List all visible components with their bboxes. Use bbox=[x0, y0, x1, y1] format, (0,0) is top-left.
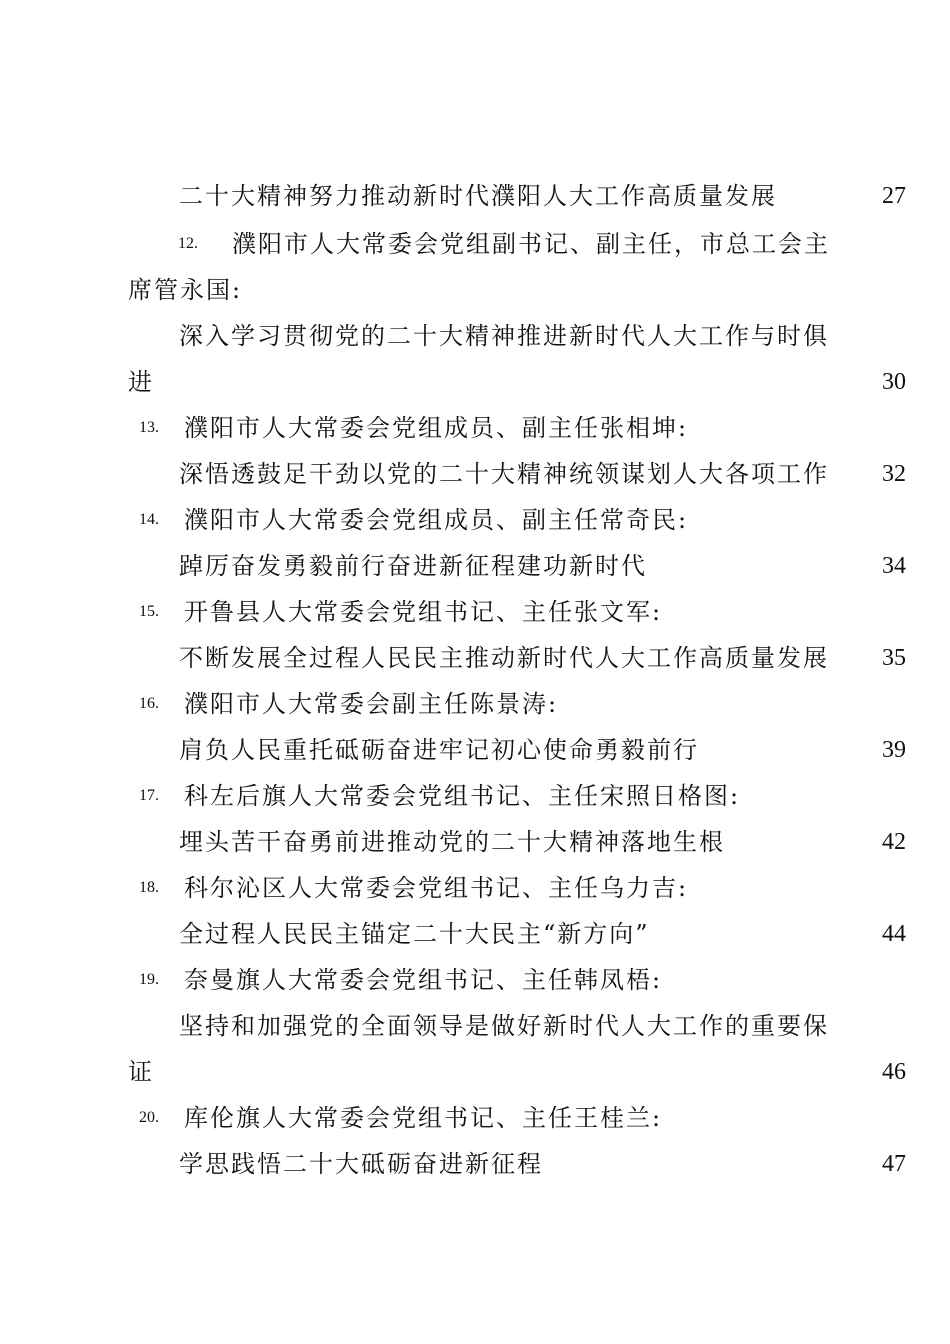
toc-entry-17-title-line[interactable] bbox=[0, 822, 950, 862]
toc-page-number: 46 bbox=[882, 1059, 906, 1085]
toc-title: 深悟透鼓足干劲以党的二十大精神统领谋划人大各项工作 bbox=[179, 460, 829, 488]
toc-speaker-continuation: 席管永国: bbox=[128, 276, 243, 304]
toc-title: 二十大精神努力推动新时代濮阳人大工作高质量发展 bbox=[179, 182, 777, 210]
toc-entry-number: 15. bbox=[139, 603, 159, 620]
toc-entry-14-speaker-line[interactable] bbox=[0, 500, 950, 540]
toc-entry-number: 16. bbox=[139, 695, 159, 712]
toc-entry-12-speaker-line[interactable] bbox=[0, 224, 950, 264]
toc-speaker: 库伦旗人大常委会党组书记、主任王桂兰: bbox=[184, 1104, 663, 1132]
toc-entry-11-title-line[interactable] bbox=[0, 176, 950, 216]
toc-entry-19-title-line[interactable] bbox=[0, 1006, 950, 1046]
toc-speaker: 科尔沁区人大常委会党组书记、主任乌力吉: bbox=[184, 874, 689, 902]
toc-entry-14-title-line[interactable] bbox=[0, 546, 950, 586]
toc-entry-13-speaker-line[interactable] bbox=[0, 408, 950, 448]
toc-entry-12-title-line[interactable] bbox=[0, 316, 950, 356]
toc-entry-number: 12. bbox=[178, 235, 198, 252]
toc-title: 不断发展全过程人民民主推动新时代人大工作高质量发展 bbox=[179, 644, 829, 672]
toc-entry-number: 18. bbox=[139, 879, 159, 896]
toc-title: 学思践悟二十大砥砺奋进新征程 bbox=[179, 1150, 543, 1178]
toc-page-number: 39 bbox=[882, 737, 906, 763]
toc-speaker: 科左后旗人大常委会党组书记、主任宋照日格图: bbox=[184, 782, 741, 810]
toc-entry-18-title-line[interactable] bbox=[0, 914, 950, 954]
toc-entry-number: 13. bbox=[139, 419, 159, 436]
toc-speaker: 濮阳市人大常委会副主任陈景涛: bbox=[184, 690, 559, 718]
toc-title: 深入学习贯彻党的二十大精神推进新时代人大工作与时俱 bbox=[179, 322, 829, 350]
toc-page-number: 32 bbox=[882, 461, 906, 487]
toc-speaker: 奈曼旗人大常委会党组书记、主任韩凤梧: bbox=[184, 966, 663, 994]
toc-entry-19-title-line-2[interactable] bbox=[0, 1052, 950, 1092]
toc-entry-18-speaker-line[interactable] bbox=[0, 868, 950, 908]
toc-entry-16-title-line[interactable] bbox=[0, 730, 950, 770]
toc-speaker: 开鲁县人大常委会党组书记、主任张文军: bbox=[184, 598, 663, 626]
toc-entry-number: 14. bbox=[139, 511, 159, 528]
toc-entry-number: 19. bbox=[139, 971, 159, 988]
toc-page-number: 30 bbox=[882, 369, 906, 395]
toc-title: 肩负人民重托砥砺奋进牢记初心使命勇毅前行 bbox=[179, 736, 699, 764]
toc-title-continuation: 进 bbox=[128, 368, 154, 396]
toc-speaker: 濮阳市人大常委会党组副书记、副主任，市总工会主 bbox=[232, 230, 830, 258]
toc-page-number: 42 bbox=[882, 829, 906, 855]
toc-entry-13-title-line[interactable] bbox=[0, 454, 950, 494]
toc-speaker: 濮阳市人大常委会党组成员、副主任常奇民: bbox=[184, 506, 689, 534]
toc-entry-15-title-line[interactable] bbox=[0, 638, 950, 678]
toc-page-number: 44 bbox=[882, 921, 906, 947]
toc-title-continuation: 证 bbox=[128, 1058, 154, 1086]
toc-entry-19-speaker-line[interactable] bbox=[0, 960, 950, 1000]
toc-title: 全过程人民民主锚定二十大民主“新方向” bbox=[179, 920, 650, 948]
toc-entry-12-title-line-2[interactable] bbox=[0, 362, 950, 402]
toc-title: 埋头苦干奋勇前进推动党的二十大精神落地生根 bbox=[179, 828, 725, 856]
toc-page-number: 27 bbox=[882, 183, 906, 209]
toc-entry-17-speaker-line[interactable] bbox=[0, 776, 950, 816]
toc-entry-15-speaker-line[interactable] bbox=[0, 592, 950, 632]
toc-speaker: 濮阳市人大常委会党组成员、副主任张相坤: bbox=[184, 414, 689, 442]
toc-page-number: 34 bbox=[882, 553, 906, 579]
toc-entry-20-speaker-line[interactable] bbox=[0, 1098, 950, 1138]
toc-entry-20-title-line[interactable] bbox=[0, 1144, 950, 1184]
toc-entry-12-speaker-line-2[interactable] bbox=[0, 270, 950, 310]
toc-page-number: 47 bbox=[882, 1151, 906, 1177]
toc-page-number: 35 bbox=[882, 645, 906, 671]
toc-entry-16-speaker-line[interactable] bbox=[0, 684, 950, 724]
toc-entry-number: 20. bbox=[139, 1109, 159, 1126]
toc-title: 坚持和加强党的全面领导是做好新时代人大工作的重要保 bbox=[179, 1012, 829, 1040]
toc-entry-number: 17. bbox=[139, 787, 159, 804]
toc-title: 踔厉奋发勇毅前行奋进新征程建功新时代 bbox=[179, 552, 647, 580]
